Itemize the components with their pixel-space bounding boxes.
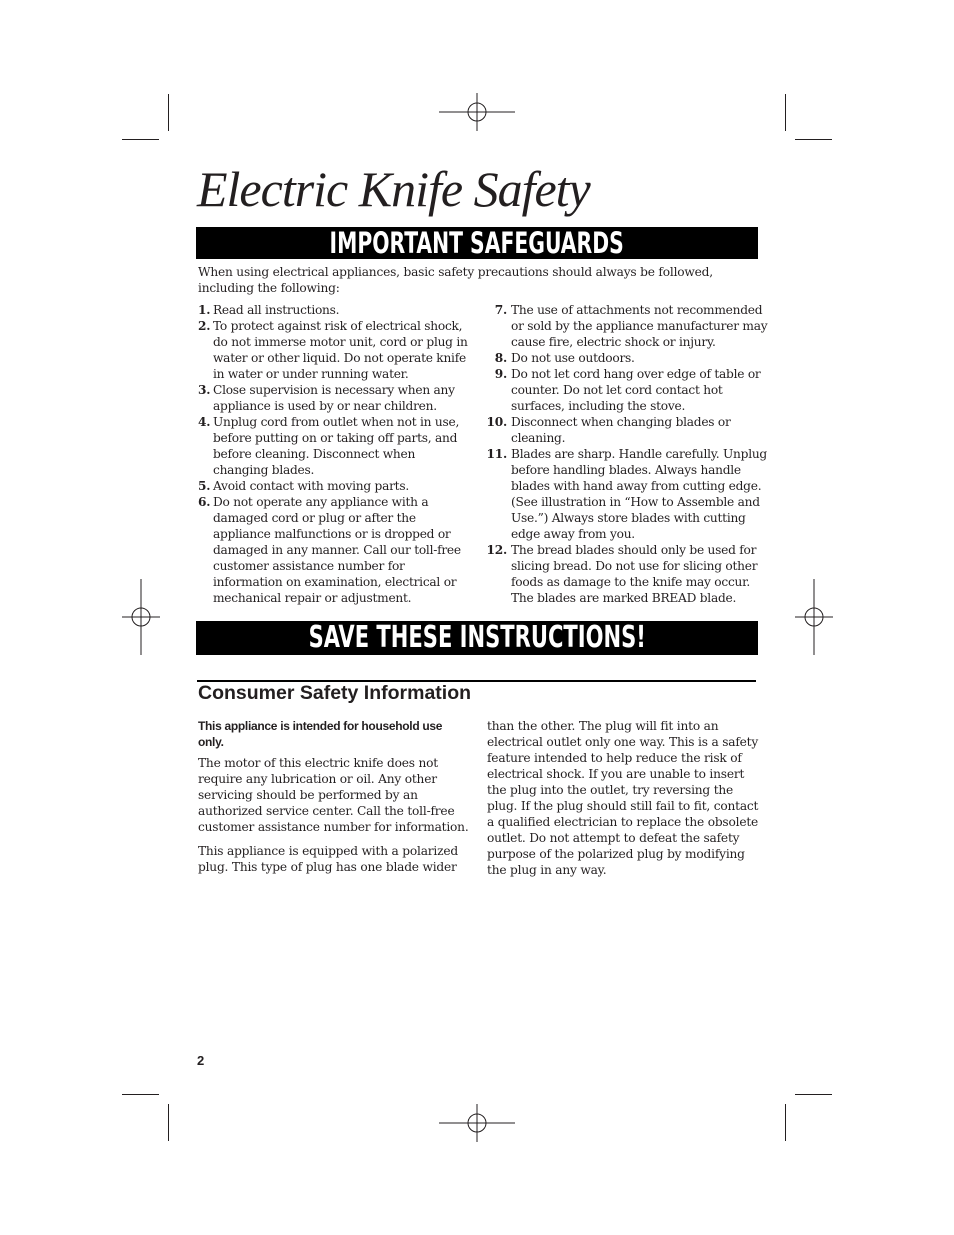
crop-mark-bottom-left-vertical	[168, 1104, 169, 1141]
safeguard-item	[486, 366, 768, 414]
important-safeguards-banner-text: IMPORTANT SAFEGUARDS	[329, 226, 625, 260]
safeguard-text: Close supervision is necessary when any appliance is used by or near children.	[213, 383, 455, 413]
household-use-note: This appliance is intended for household use only.	[198, 719, 443, 749]
safeguard-item	[486, 350, 768, 366]
safeguard-item	[198, 302, 468, 318]
safeguard-number: 11.	[486, 447, 507, 461]
crop-mark-bottom-left-horizontal	[122, 1094, 159, 1095]
page-title: Electric Knife Safety	[197, 161, 590, 217]
save-instructions-banner-text: SAVE THESE INSTRUCTIONS!	[308, 620, 646, 655]
registration-mark-bottom-icon	[439, 1104, 515, 1142]
crop-mark-bottom-right-vertical	[785, 1104, 786, 1141]
safeguard-number: 8.	[494, 351, 507, 365]
safeguards-list-left-column	[198, 302, 468, 606]
page-number: 2	[197, 1053, 205, 1068]
save-instructions-banner	[196, 621, 758, 655]
safeguard-number: 9.	[494, 367, 507, 381]
motor-service-paragraph: The motor of this electric knife does not require any lubrication or oil. Any other servicing should be performed by an authorized service center. Call the toll-free customer assistance number for information.	[198, 756, 469, 834]
safeguard-text: Read all instructions.	[213, 303, 340, 317]
safeguard-item	[198, 494, 468, 606]
safeguard-text: Blades are sharp. Handle carefully. Unplug before handling blades. Always handle blades with hand away from cutting edge. (See illustration in “How to Assemble and Use.”) Always store blades with cutting edge away from you.	[511, 447, 767, 541]
safeguard-number: 7.	[494, 303, 507, 317]
safeguard-text: Do not let cord hang over edge of table or counter. Do not let cord contact hot surfaces, including the stove.	[511, 367, 761, 413]
safeguard-number: 2.	[198, 319, 211, 333]
safeguard-item	[198, 318, 468, 382]
polarized-plug-paragraph-start: This appliance is equipped with a polarized plug. This type of plug has one blade wider	[198, 844, 458, 874]
consumer-safety-heading: Consumer Safety Information	[198, 682, 472, 704]
safeguard-text: Avoid contact with moving parts.	[213, 479, 409, 493]
safeguard-number: 5.	[198, 479, 211, 493]
safeguard-number: 6.	[198, 495, 211, 509]
safeguard-item	[486, 446, 768, 542]
safeguards-list-right-column	[486, 302, 768, 606]
polarized-plug-paragraph-end: than the other. The plug will fit into an electrical outlet only one way. This is a safety feature intended to help reduce the risk of electrical shock. If you are unable to insert the plug into the outlet, try reversing the plug. If the plug should still fail to fit, contact a qualified electrician to replace the obsolete outlet. Do not attempt to defeat the safety purpose of the polarized plug by modifying the plug in any way.	[487, 719, 759, 877]
crop-mark-top-right-horizontal	[795, 139, 832, 140]
safeguard-item	[486, 414, 768, 446]
safeguard-number: 12.	[486, 543, 507, 557]
safeguard-item	[198, 414, 468, 478]
safeguard-number: 3.	[198, 383, 211, 397]
safeguard-text: Do not operate any appliance with a damaged cord or plug or after the appliance malfunctions or is dropped or damaged in any manner. Call our toll-free customer assistance number for information on examination, electrical or mechanical repair or adjustment.	[213, 495, 461, 605]
crop-mark-bottom-right-horizontal	[795, 1094, 832, 1095]
crop-mark-top-right-vertical	[785, 94, 786, 131]
safeguard-text: The bread blades should only be used for slicing bread. Do not use for slicing other foods as damage to the knife may occur. The blades are marked BREAD blade.	[511, 543, 758, 605]
safeguard-text: To protect against risk of electrical shock, do not immerse motor unit, cord or plug in water or other liquid. Do not operate knife in water or under running water.	[213, 319, 468, 381]
safeguard-text: Disconnect when changing blades or cleaning.	[511, 415, 731, 445]
safeguard-text: The use of attachments not recommended or sold by the appliance manufacturer may cause fire, electric shock or injury.	[511, 303, 768, 349]
safeguard-text: Unplug cord from outlet when not in use, before putting on or taking off parts, and before cleaning. Disconnect when changing blades.	[213, 415, 460, 477]
crop-mark-top-left-vertical	[168, 94, 169, 131]
registration-mark-left-icon	[122, 579, 160, 655]
safeguard-item	[486, 542, 768, 606]
safeguard-number: 1.	[198, 303, 211, 317]
safeguard-text: Do not use outdoors.	[511, 351, 635, 365]
important-safeguards-banner	[196, 227, 758, 259]
safeguard-item	[198, 478, 468, 494]
crop-mark-top-left-horizontal	[122, 139, 159, 140]
safeguards-intro: When using electrical appliances, basic safety precautions should always be followed, including the following:	[198, 265, 713, 295]
safeguard-number: 10.	[486, 415, 507, 429]
safeguard-item	[198, 382, 468, 414]
safeguard-item	[486, 302, 768, 350]
registration-mark-right-icon	[795, 579, 833, 655]
safeguard-number: 4.	[198, 415, 211, 429]
registration-mark-top-icon	[439, 93, 515, 131]
